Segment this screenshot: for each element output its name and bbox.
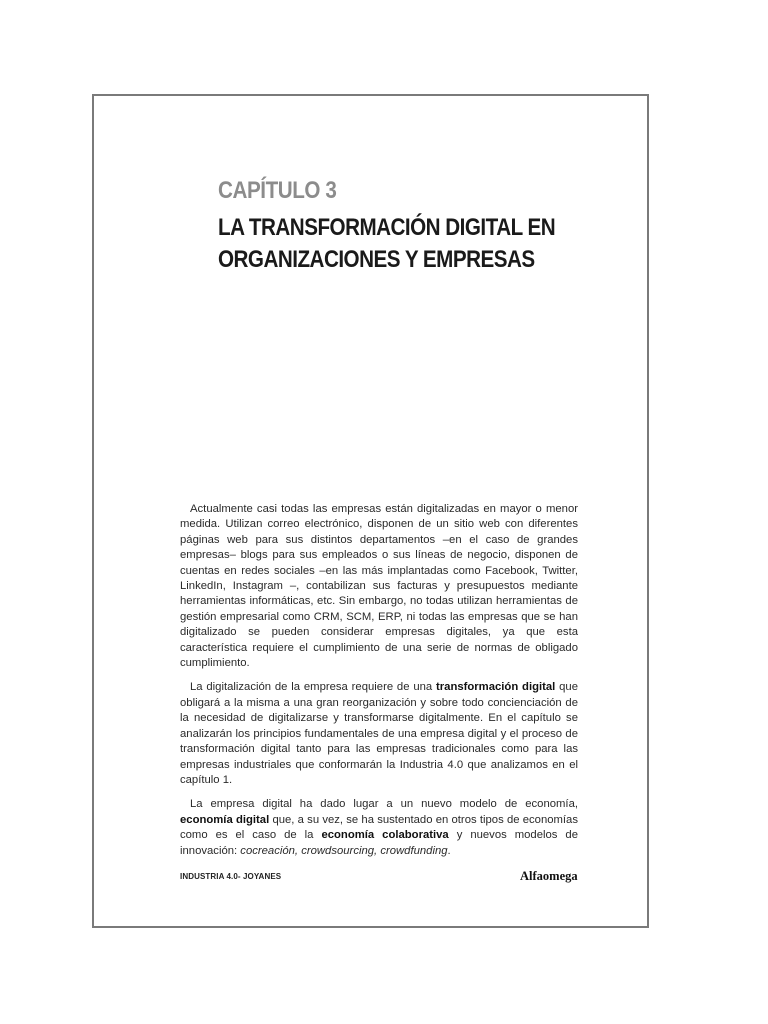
- paragraph-2-text-b: que obligará a la misma a una gran reorganización y sobre todo concienciación de la necesidad de digitalizarse y transformarse digitalmente. En el capítulo se analizarán los principios fundamentales de una empresa digital y el proceso de transformación digital tanto para las empresas tradicionales como para las empresas industriales que conformarán la Industria 4.0 que analizamos en el capítulo 1.: [180, 681, 578, 786]
- paragraph-3-text-a: La empresa digital ha dado lugar a un nuevo modelo de economía,: [190, 798, 578, 811]
- chapter-title-line-2: ORGANIZACIONES Y EMPRESAS: [218, 246, 535, 273]
- paragraph-3: [180, 797, 578, 859]
- paragraph-3-italic: cocreación, crowdsourcing, crowdfunding: [240, 844, 448, 857]
- paragraph-3-bold-1: economía digital: [180, 813, 270, 826]
- paragraph-2-text-a: La digitalización de la empresa requiere de una: [190, 681, 436, 694]
- chapter-title-line-1: LA TRANSFORMACIÓN DIGITAL EN: [218, 214, 556, 241]
- paragraph-3-bold-2: economía colaborativa: [321, 829, 449, 842]
- footer-publisher: Alfaomega: [520, 869, 578, 883]
- body-text: [180, 502, 578, 868]
- paragraph-2-bold: transformación digital: [436, 681, 556, 694]
- paragraph-3-text-d: .: [447, 844, 451, 857]
- paragraph-3-text-c: y nuevos modelos de innovación:: [180, 829, 578, 857]
- paragraph-2: [180, 680, 578, 788]
- paragraph-1: Actualmente casi todas las empresas están digitalizadas en mayor o menor medida. Utilizan correo electrónico, disponen de un sitio web con diferentes páginas web para sus distintos departamentos –en el caso de grandes empresas– blogs para sus empleados o sus líneas de negocio, disponen de cuentas en redes sociales –en las más implantadas como Facebook, Twitter, LinkedIn, Instagram –, contabilizan sus facturas y presupuestos mediante herramientas informáticas, etc. Sin embargo, no todas utilizan herramientas de gestión empresarial como CRM, SCM, ERP, ni todas las empresas que se han digitalizado se pueden considerar empresas digitales, ya que esta característica requiere el cumplimiento de una serie de normas de obligado cumplimiento.: [180, 503, 578, 670]
- footer-book-title: INDUSTRIA 4.0- JOYANES: [180, 872, 282, 881]
- chapter-label: CAPÍTULO 3: [218, 177, 337, 204]
- paragraph-3-text-b: que, a su vez, se ha sustentado en otros tipos de economías como es el caso de la: [180, 813, 578, 842]
- chapter-title: [218, 212, 588, 276]
